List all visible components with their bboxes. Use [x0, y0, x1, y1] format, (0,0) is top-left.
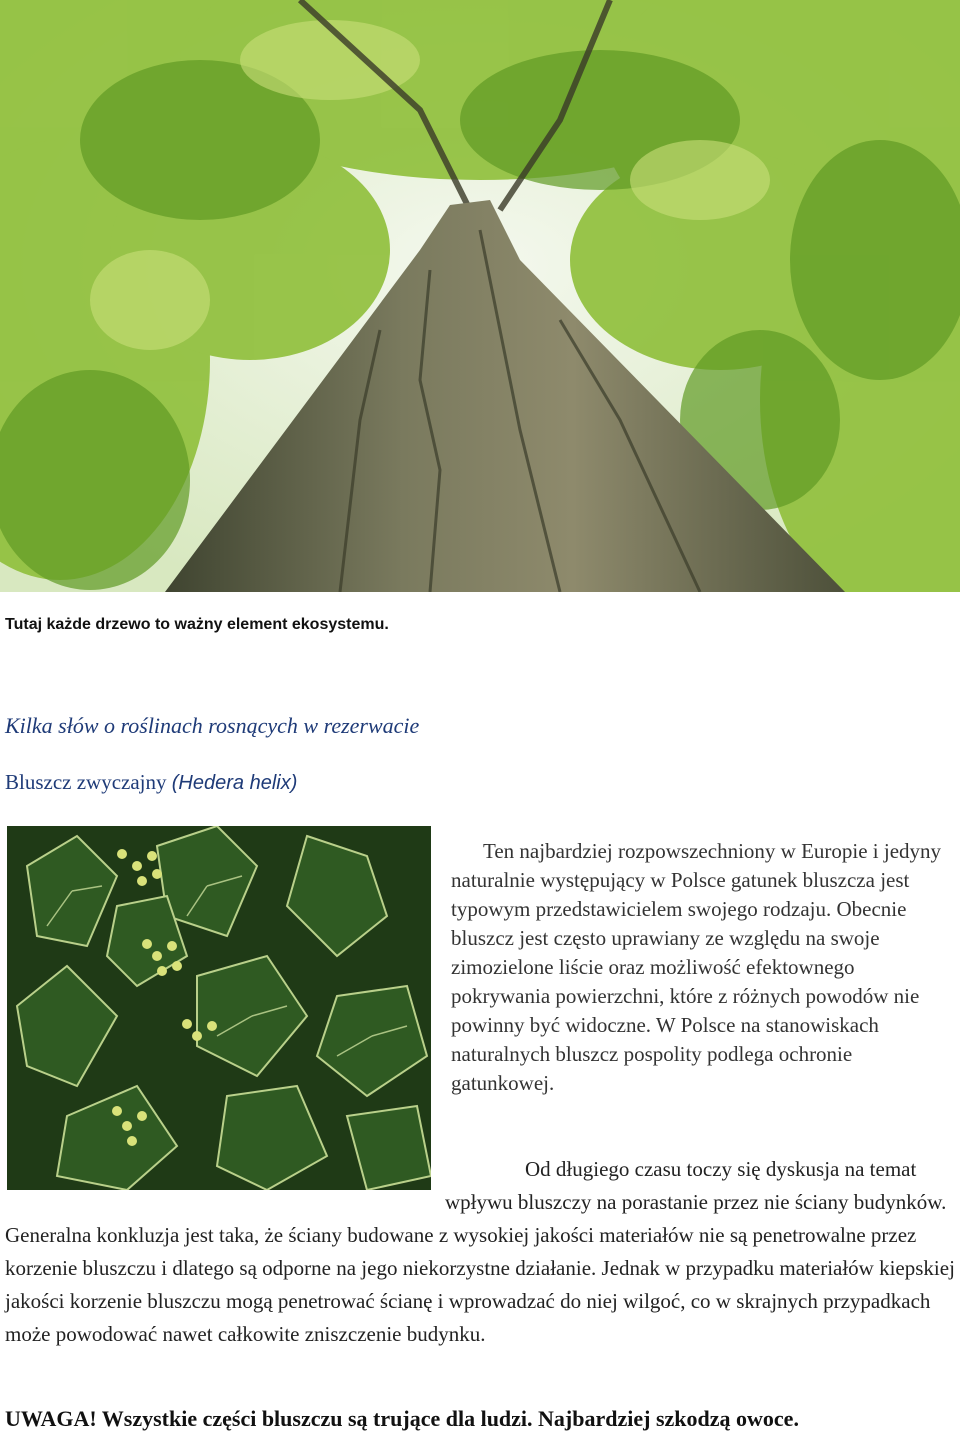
ivy-description: Ten najbardziej rozpowszechniony w Europie i jedyny naturalnie występujący w Polsce gatunek bluszcza jest typowym przedstawicielem swojego rodzaju. Obecnie bluszcz jest często uprawiany ze względu na swoje zimozielone liście oraz możliwość efektownego pokrywania powierzchni, które z różnych powodów nie powinny być widoczne. W Polsce na stanowiskach naturalnych bluszcz pospolity podlega ochronie gatunkowej. — [451, 839, 942, 1095]
section-title: Kilka słów o roślinach rosnących w rezerwacie — [5, 713, 420, 738]
tree-canopy-photo — [0, 0, 960, 592]
plant-subtitle — [5, 770, 297, 795]
walls-discussion-paragraph — [5, 1153, 957, 1351]
photo-caption: Tutaj każde drzewo to ważny element ekosystemu. — [5, 616, 389, 633]
poison-warning: UWAGA! Wszystkie części bluszczu są trujące dla ludzi. Najbardziej szkodzą owoce. — [5, 1406, 799, 1431]
plant-latin-name: (Hedera helix) — [171, 772, 298, 794]
ivy-leaves-photo — [7, 826, 431, 1190]
walls-discussion-text: Od długiego czasu toczy się dyskusja na temat wpływu bluszczy na porastanie przez nie ściany budynków. Generalna konkluzja jest taka, że ściany budowane z wysokiej jakości materiałów nie są penetrowalne przez korzenie bluszczu i dlatego są odporne na jego niekorzystne działanie. Jednak w przypadku materiałów kiepskiej jakości korzenie bluszczu mogą penetrować ścianę i wprowadzać do niej wilgoć, co w skrajnych przypadkach może powodować nawet całkowite zniszczenie budynku. — [5, 1157, 955, 1346]
plant-name: Bluszcz zwyczajny — [5, 770, 167, 794]
